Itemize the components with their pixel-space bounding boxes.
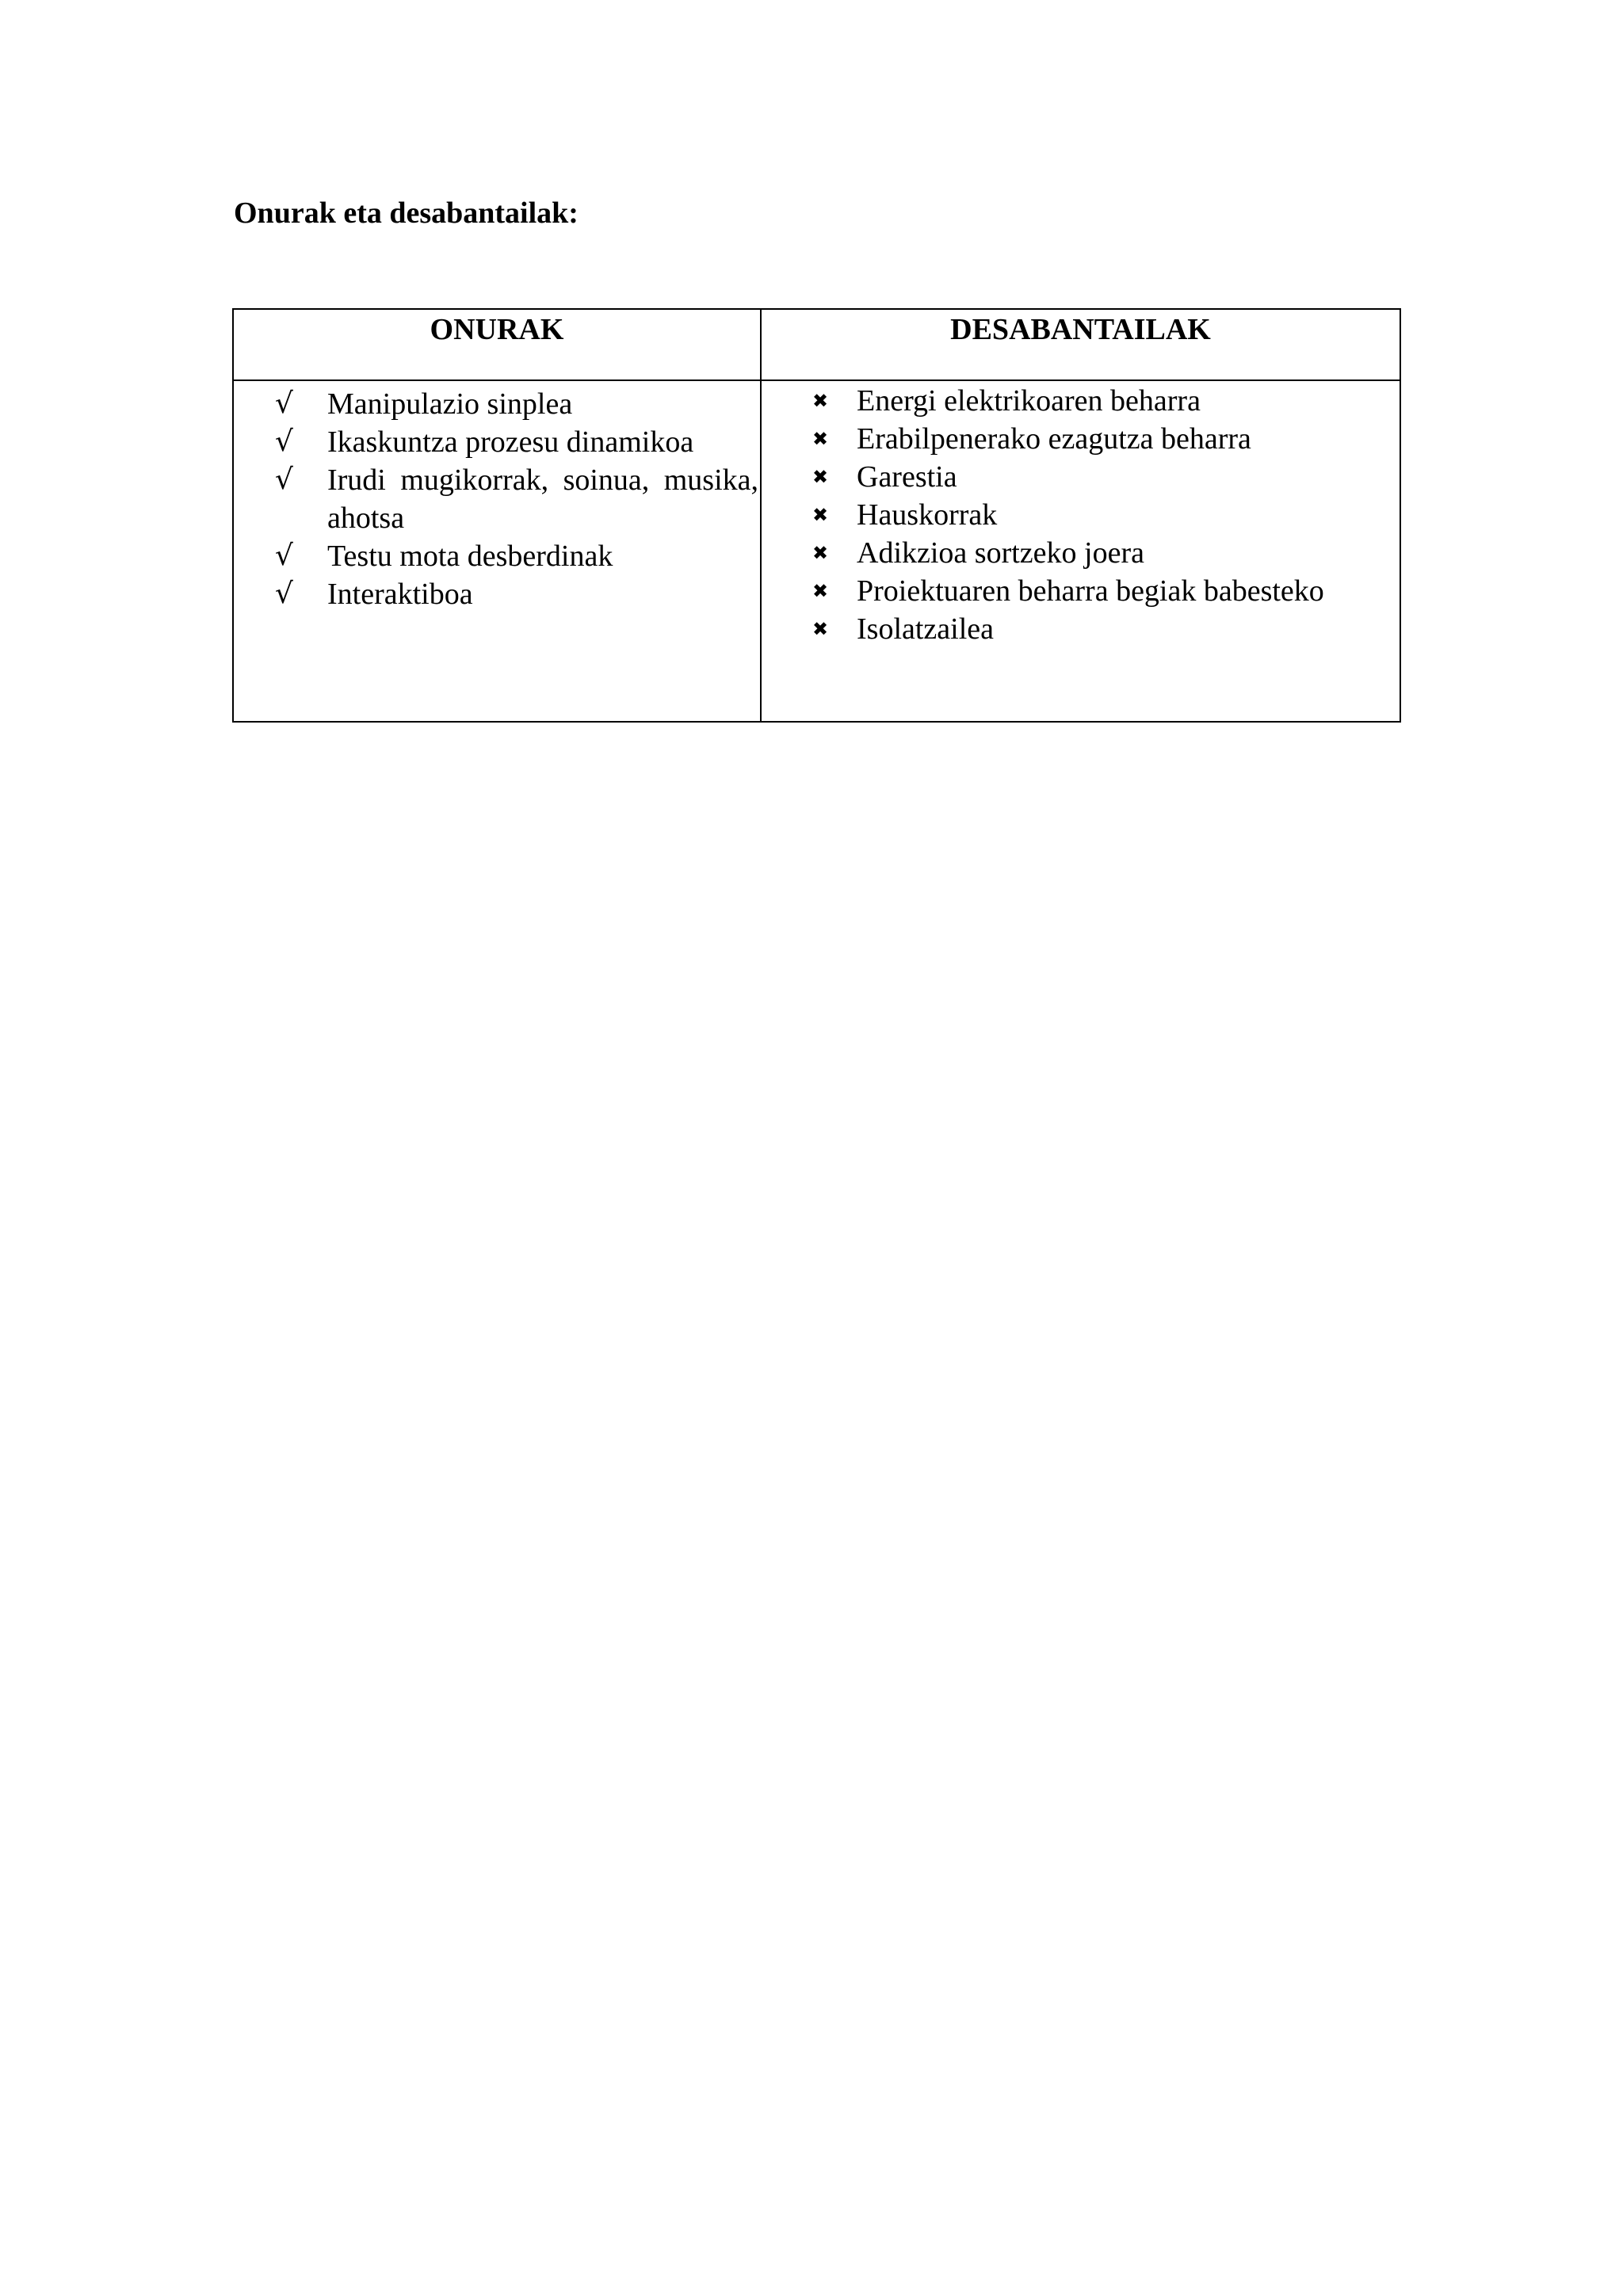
pros-item-text: Interaktiboa <box>327 578 473 611</box>
cons-item-text: Adikzioa sortzeko joera <box>857 536 1144 570</box>
list-item <box>275 537 758 575</box>
list-item <box>812 382 1399 420</box>
cross-icon: ✖ <box>812 390 829 412</box>
cross-icon: ✖ <box>812 580 829 602</box>
list-item <box>812 534 1399 572</box>
list-item <box>812 496 1399 534</box>
pros-item-text: Manipulazio sinplea <box>327 387 573 421</box>
cross-icon: ✖ <box>812 542 829 564</box>
pros-item-text: Irudi mugikorrak, soinua, musika, ahotsa <box>327 463 758 535</box>
cross-icon: ✖ <box>812 504 829 526</box>
cons-item-text: Garestia <box>857 460 957 494</box>
check-icon: √ <box>275 578 293 610</box>
cons-column-header: DESABANTAILAK <box>950 313 1211 346</box>
page-title: Onurak eta desabantailak: <box>234 196 579 230</box>
cross-icon: ✖ <box>812 428 829 450</box>
pros-column-header: ONURAK <box>430 313 564 346</box>
list-item <box>812 610 1399 648</box>
check-icon: √ <box>275 425 293 458</box>
list-item <box>275 385 758 423</box>
list-item <box>812 420 1399 458</box>
list-item <box>812 572 1399 610</box>
cons-item-text: Erabilpenerako ezagutza beharra <box>857 422 1251 456</box>
pros-item-text: Ikaskuntza prozesu dinamikoa <box>327 425 694 459</box>
list-item <box>275 461 758 537</box>
cons-item-text: Proiektuaren beharra begiak babesteko <box>857 574 1324 608</box>
check-icon: √ <box>275 540 293 572</box>
column-divider <box>760 310 762 721</box>
check-icon: √ <box>275 387 293 420</box>
check-icon: √ <box>275 463 293 496</box>
list-item <box>275 423 758 461</box>
cross-icon: ✖ <box>812 466 829 488</box>
pros-item-text: Testu mota desberdinak <box>327 540 613 573</box>
pros-list <box>275 385 758 613</box>
cons-item-text: Energi elektrikoaren beharra <box>857 384 1201 418</box>
cons-list <box>812 382 1399 648</box>
cross-icon: ✖ <box>812 618 829 640</box>
cons-item-text: Hauskorrak <box>857 498 998 532</box>
cons-item-text: Isolatzailea <box>857 612 995 646</box>
header-row-divider <box>234 379 1400 381</box>
list-item <box>275 575 758 613</box>
pros-cons-table <box>232 308 1401 723</box>
list-item <box>812 458 1399 496</box>
